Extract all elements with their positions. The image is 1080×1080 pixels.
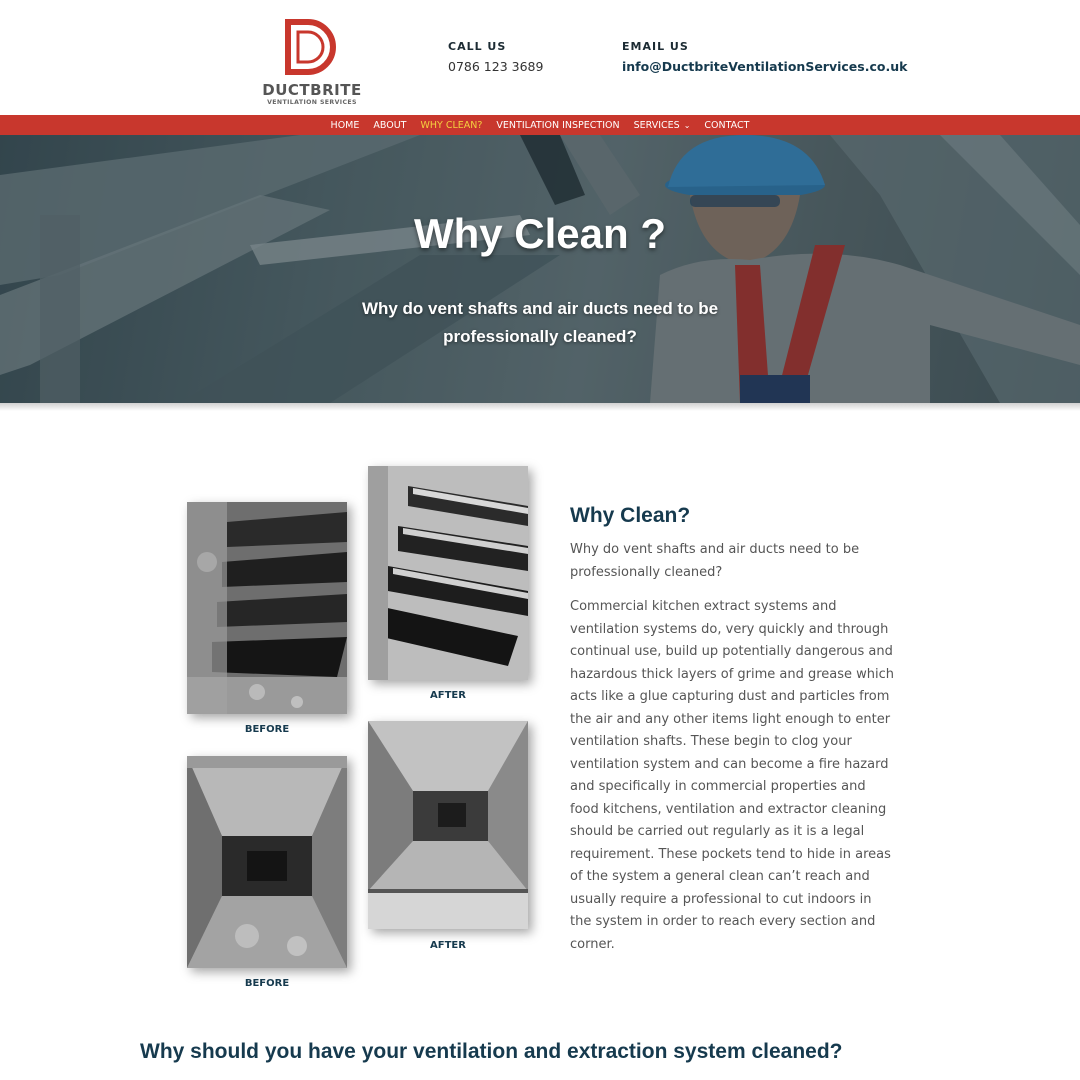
hero-overlay xyxy=(0,135,1080,403)
before-photo-2[interactable] xyxy=(187,756,347,968)
nav-item-why-clean[interactable]: WHY CLEAN? xyxy=(420,119,483,131)
photo-caption: AFTER xyxy=(430,690,466,701)
email-us-label: EMAIL US xyxy=(622,40,689,53)
nav-item-contact[interactable]: CONTACT xyxy=(704,119,750,131)
dirty-vent-grille-image xyxy=(187,502,347,714)
logo-tagline: VENTILATION SERVICES xyxy=(267,99,357,106)
clean-duct-interior-image xyxy=(368,721,528,929)
hero-title: Why Clean ? xyxy=(413,210,667,257)
email-link[interactable]: info@DuctbriteVentilationServices.co.uk xyxy=(622,59,908,74)
logo-d-icon xyxy=(284,18,339,76)
hero-divider-shadow xyxy=(0,403,1080,411)
body-paragraph: Commercial kitchen extract systems and ventilation systems do, very quickly and through continual use, build up potentially dangerous and hazardous thick layers of grime and grease which acts like a glue capturing dust and particles from the air and any other items light enough to enter ventilation shafts. These begin to clog your ventilation system and can become a fire hazard and specifically in commercial properties and food kitchens, ventilation and extractor cleaning should be carried out regularly as it is a legal requirement. These pockets tend to hide in areas of the system a general clean can’t reach and usually require a professional to cut indoors in the system in order to reach every section and corner. xyxy=(570,599,895,952)
hero-subtitle: Why do vent shafts and air ducts need to be professionally cleaned? xyxy=(361,299,719,346)
section-heading: Why Clean? xyxy=(570,504,691,527)
phone-number[interactable]: 0786 123 3689 xyxy=(448,59,544,74)
site-header xyxy=(0,0,1080,115)
call-us-block xyxy=(448,40,543,74)
nav-item-services-label: SERVICES xyxy=(633,119,680,131)
nav-item-home[interactable]: HOME xyxy=(330,119,360,131)
nav-item-ventilation-inspection[interactable]: VENTILATION INSPECTION xyxy=(496,119,620,131)
photo-caption: BEFORE xyxy=(244,978,290,989)
before-photo-1[interactable] xyxy=(187,502,347,714)
logo-wordmark: DUCTBRITE xyxy=(262,81,362,99)
main-nav xyxy=(0,115,1080,135)
email-us-block xyxy=(622,40,907,74)
site-logo[interactable] xyxy=(262,18,362,108)
clean-vent-grille-image xyxy=(368,466,528,680)
call-us-label: CALL US xyxy=(448,40,507,53)
photo-caption: AFTER xyxy=(430,940,466,951)
intro-paragraph: Why do vent shafts and air ducts need to be professionally cleaned? xyxy=(570,542,860,580)
after-photo-2[interactable] xyxy=(368,721,528,929)
hero-banner xyxy=(0,135,1080,403)
after-photo-1[interactable] xyxy=(368,466,528,680)
nav-item-about[interactable]: ABOUT xyxy=(373,119,407,131)
nav-item-services[interactable] xyxy=(634,120,691,131)
chevron-down-icon: ⌄ xyxy=(683,120,691,130)
dirty-duct-interior-image xyxy=(187,756,347,968)
photo-caption: BEFORE xyxy=(244,724,290,735)
next-section-heading: Why should you have your ventilation and extraction system cleaned? xyxy=(140,1040,843,1063)
